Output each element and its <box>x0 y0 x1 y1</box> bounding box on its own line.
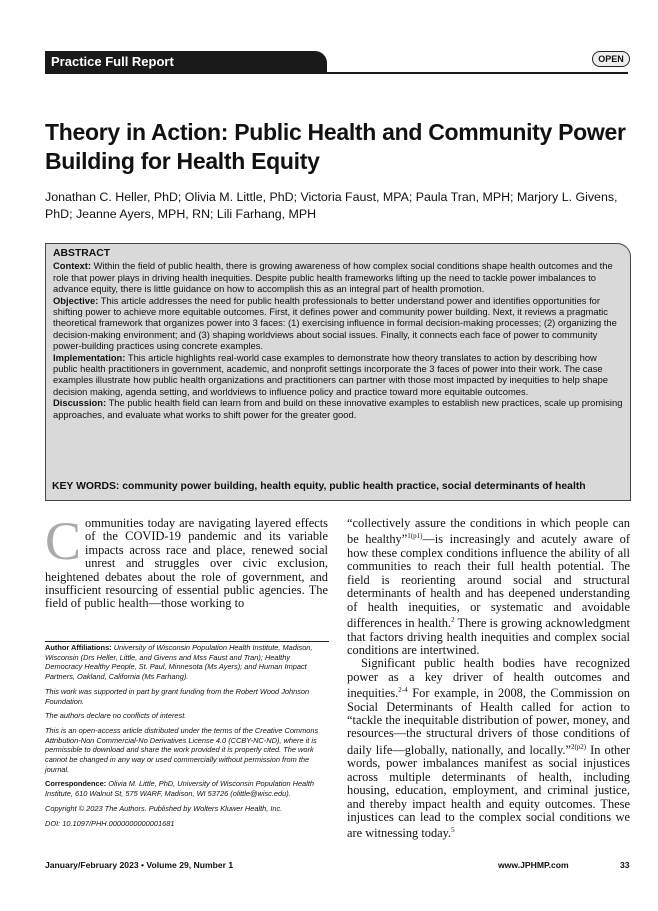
funding-note: This work was supported in part by grant funding from the Robert Wood Johnson Foundation. <box>45 686 310 706</box>
copyright: Copyright © 2023 The Authors. Published by Wolters Kluwer Health, Inc. <box>45 803 283 813</box>
drop-cap: C <box>45 511 82 571</box>
report-type-banner: Practice Full Report <box>45 51 327 73</box>
author-affiliations: Author Affiliations: University of Wisconsin Population Health Institute, Madison, Wisconsin (Drs Heller, Little, and Givens and Mss Faust and Tran); Healthy Democracy Healthy People, St. Paul, Minnesota (Ms Ayers); and Human Impact Partners, Oakland, California (Ms Farhang). <box>45 643 313 682</box>
paragraph-2: Significant public health bodies have recognized power as a key driver of health outcomes and inequities.$^{2-4}$ For example, in 2008, the Commission on Social Determinants of Health called for action to “tackle the inequitable distribution of power, money, and resources—the structural drivers of those conditions of daily life—globally, nationally, and locally.”$^{2(p2)}$ In other words, power imbalances manifest as social injustices across multiple determinants of health, including housing, education, employment, and criminal justice, and thereby impact health and equity outcomes. These injustices can lead to the complex social conditions we are witnessing today.$^5$ <box>347 656 630 841</box>
body-column-left <box>45 511 328 611</box>
paragraph-1: “collectively assure the conditions in which people can be healthy”$^{1(p1)}$—is increasingly and acutely aware of how these complex conditions influence the ability of all communities to reach their full health potential. The field is reorienting around social and structural determinants of health and has deepened understanding of health inequities, or systematic and avoidable differences in health.$^2$ There is growing acknowledgment that factors driving health inequities and complex social conditions are intertwined. <box>347 516 630 657</box>
intro-paragraph: Communities today are navigating layered effects of the COVID-19 pandemic and its variable impacts across race and place, renewed social unrest and struggles over civic exclusion, heightened debates about the role of government, and insufficient resourcing of essential public agencies. The field of public health—those working to <box>45 511 328 611</box>
abstract-implementation: Implementation: This article highlights real-world case examples to demonstrate how theory translates to action by describing how public health practitioners in government, academic, and nonprofit settings incorporate the 3 faces of power into their work. The case examples illustrate how public health organizations and practitioners can partner with those most impacted by inequities to help shape decision making, agenda setting, and worldviews to influence policy and practice toward more equitable outcomes. <box>53 351 609 397</box>
abstract-heading: ABSTRACT <box>53 248 111 259</box>
open-access-badge: OPEN <box>592 51 630 67</box>
article-title: Theory in Action: Public Health and Community Power Building for Health Equity <box>45 119 626 174</box>
doi: DOI: 10.1097/PHH.0000000000001681 <box>45 818 175 828</box>
footer-issue: January/February 2023 • Volume 29, Number 1 <box>45 860 234 870</box>
page-number: 33 <box>620 860 630 870</box>
abstract-context: Context: Within the field of public health, there is growing awareness of how complex social conditions shape health outcomes and the role that power plays in driving health inequities. Despite public health frameworks lifting up the need to tackle power imbalances to advance equity, there is little guidance on how to accomplish this as an integral part of health promotion. <box>53 260 613 295</box>
keywords: KEY WORDS: community power building, health equity, public health practice, social determinants of health <box>52 481 586 492</box>
header-rule <box>45 72 628 74</box>
correspondence: Correspondence: Olivia M. Little, PhD, University of Wisconsin Population Health Institute, 610 Walnut St, 575 WARF, Madison, WI 53726 (olittle@wisc.edu). <box>45 779 314 799</box>
abstract-box <box>45 243 631 501</box>
footnote-rule <box>45 641 329 642</box>
author-list: Jonathan C. Heller, PhD; Olivia M. Little, PhD; Victoria Faust, MPA; Paula Tran, MPH; Marjory L. Givens, PhD; Jeanne Ayers, MPH, RN; Lili Farhang, MPH <box>45 190 618 221</box>
body-column-right <box>347 517 630 841</box>
conflicts-note: The authors declare no conflicts of interest. <box>45 711 187 721</box>
license-note: This is an open-access article distributed under the terms of the Creative Commons Attribution-Non Commercial-No Derivatives License 4.0 (CCBY-NC-ND), where it is permissible to download and share the work provided it is properly cited. The work cannot be changed in any way or used commercially without permission from the journal. <box>45 725 319 774</box>
footnotes <box>45 643 329 833</box>
abstract-discussion: Discussion: The public health field can learn from and build on these innovative examples to establish new practices, scale up promising approaches, and evaluate what works to shift power for the greater good. <box>53 397 623 420</box>
footer-url[interactable]: www.JPHMP.com <box>498 860 569 870</box>
abstract-objective: Objective: This article addresses the need for public health professionals to better understand power and identifies opportunities for shifting power to achieve more equitable outcomes. First, it defines power and community power building. Next, it reviews a pragmatic theoretical framework that organizes power into 3 faces: (1) exercising influence in formal decision-making processes; (2) organizing the decision-making environment; and (3) shaping worldviews about social issues. Finally, it connects each face of power to community power-building practices using concrete examples. <box>53 294 617 352</box>
